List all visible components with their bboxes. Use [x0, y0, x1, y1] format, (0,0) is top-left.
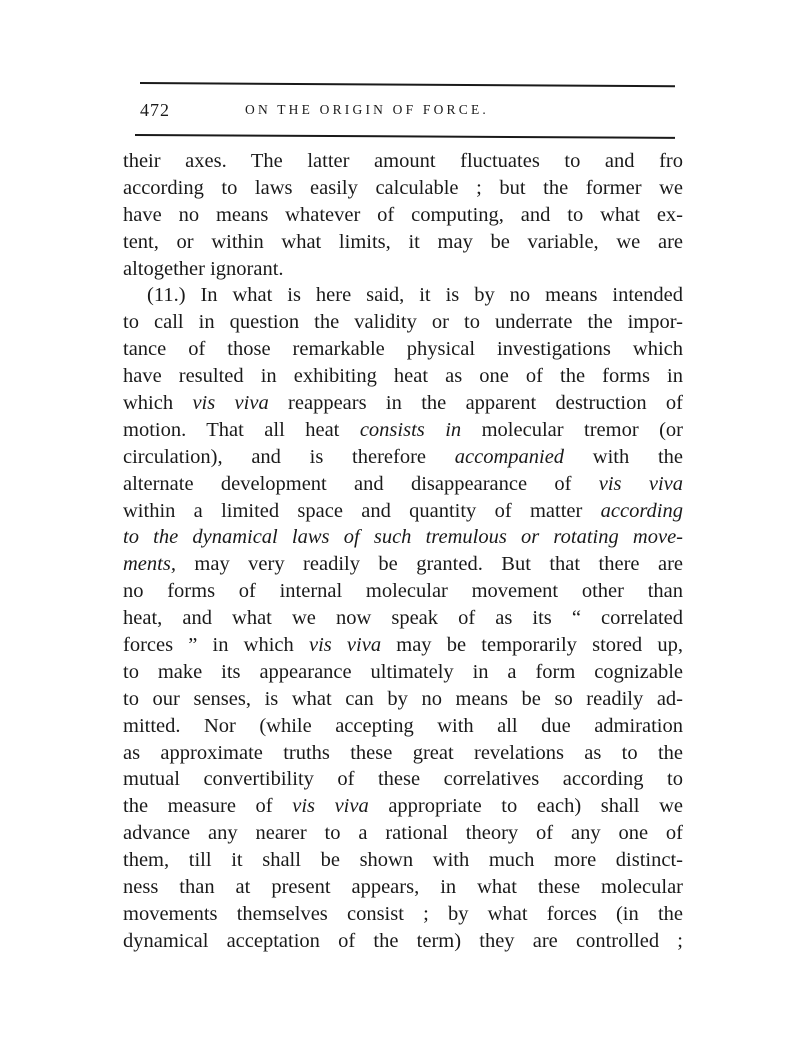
italic-run: vis viva: [308, 634, 382, 657]
text-run: (11.) In what is here said, it is by no means intended: [147, 284, 683, 307]
text-run: their axes. The latter amount fluctuates to and fro: [123, 150, 683, 172]
text-run: with the: [564, 445, 683, 468]
italic-run: ments,: [123, 553, 176, 576]
text-line: [123, 175, 683, 202]
text-line: [123, 148, 683, 175]
text-run: no forms of internal molecular movement other than: [123, 580, 683, 603]
text-line: [123, 471, 683, 498]
text-run: have no means whatever of computing, and to what ex-: [123, 203, 683, 226]
text-line: [123, 309, 683, 336]
text-run: which: [123, 392, 193, 415]
italic-run: vis viva: [292, 795, 369, 818]
text-line: [123, 444, 683, 471]
text-line: [123, 336, 683, 363]
text-run: to call in question the validity or to underrate the impor-: [123, 311, 683, 334]
text-run: within a limited space and quantity of matter: [123, 499, 601, 522]
text-run: forces ” in which: [123, 634, 309, 657]
text-line: [123, 256, 683, 283]
italic-run: to the dynamical laws of such tremulous or rotating move-: [123, 526, 683, 549]
text-run: mutual convertibility of these correlatives according to: [123, 768, 683, 791]
italic-run: vis viva: [192, 392, 269, 415]
text-line: [123, 605, 683, 632]
text-run: circulation), and is therefore: [123, 445, 455, 468]
text-run: the measure of: [123, 795, 293, 818]
italic-run: consists in: [359, 418, 462, 441]
text-line: [123, 390, 683, 417]
header-rule-bottom: [135, 134, 675, 139]
text-run: to make its appearance ultimately in a form cognizable: [123, 660, 683, 683]
text-run: tent, or within what limits, it may be variable, we are: [123, 230, 683, 253]
text-run: molecular tremor (or: [461, 418, 683, 441]
text-run: to our senses, is what can by no means be so readily ad-: [123, 687, 683, 710]
text-line: [123, 282, 683, 309]
text-line: [123, 363, 683, 390]
text-line: [123, 928, 683, 955]
italic-run: accompanied: [454, 445, 565, 468]
text-run: alternate development and disappearance of: [123, 472, 599, 495]
text-run: heat, and what we now speak of as its “ correlated: [123, 607, 683, 630]
text-run: tance of those remarkable physical investigations which: [123, 338, 683, 361]
text-line: [123, 766, 683, 793]
text-run: motion. That all heat: [123, 418, 360, 441]
text-run: movements themselves consist ; by what forces (in the: [123, 902, 683, 925]
text-line: [123, 686, 683, 713]
text-line: [123, 847, 683, 874]
text-line: [123, 659, 683, 686]
text-line: [123, 740, 683, 767]
text-run: have resulted in exhibiting heat as one of the forms in: [123, 365, 683, 388]
italic-run: according: [600, 499, 683, 522]
text-line: [123, 524, 683, 551]
text-line: [123, 578, 683, 605]
body-text: [123, 148, 683, 955]
text-line: [123, 498, 683, 525]
text-line: [123, 632, 683, 659]
text-line: [123, 202, 683, 229]
text-line: [123, 417, 683, 444]
text-run: ness than at present appears, in what these molecular: [123, 876, 683, 899]
running-title: ON THE ORIGIN OF FORCE.: [245, 102, 489, 117]
text-run: them, till it shall be shown with much more distinct-: [123, 849, 683, 872]
text-run: dynamical acceptation of the term) they are controlled ;: [123, 929, 683, 952]
text-run: as approximate truths these great revelations as to the: [123, 741, 683, 764]
page-number: 472: [140, 100, 170, 120]
text-line: [123, 713, 683, 740]
text-run: may very readily be granted. But that there are: [175, 553, 683, 576]
text-line: [123, 874, 683, 901]
text-line: [123, 820, 683, 847]
text-run: according to laws easily calculable ; but the former we: [123, 176, 683, 199]
text-run: altogether ignorant.: [123, 257, 284, 280]
text-run: mitted. Nor (while accepting with all due admiration: [123, 714, 683, 737]
text-run: reappears in the apparent destruction of: [268, 392, 683, 415]
text-run: advance any nearer to a rational theory of any one of: [123, 822, 683, 845]
text-run: may be temporarily stored up,: [381, 634, 683, 657]
text-line: [123, 901, 683, 928]
header-rule-top: [140, 82, 675, 87]
text-line: [123, 551, 683, 578]
italic-run: vis viva: [598, 472, 683, 495]
text-line: [123, 229, 683, 256]
text-run: appropriate to each) shall we: [368, 795, 684, 818]
text-line: [123, 793, 683, 820]
